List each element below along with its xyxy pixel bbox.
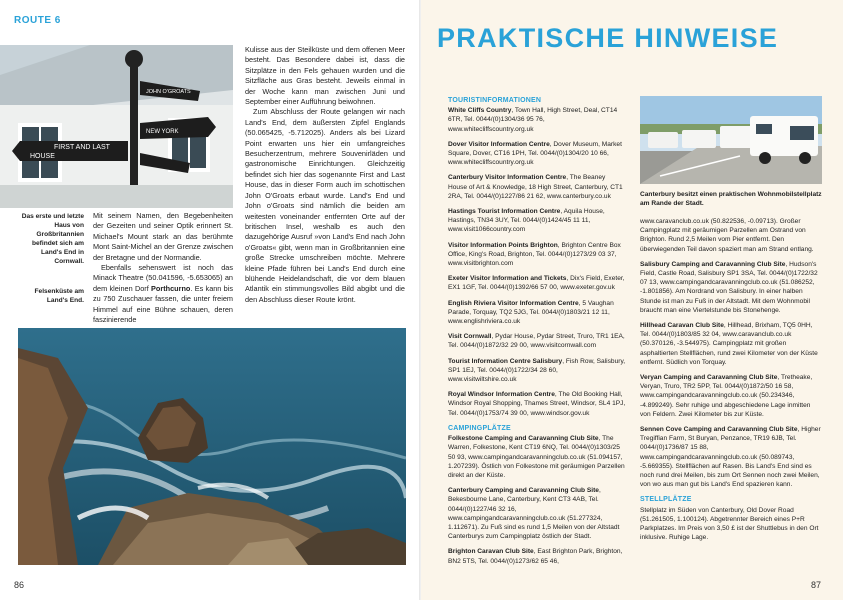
coastline-photo [18,328,406,565]
campsite-list-continued [640,217,822,489]
caption-signpost: Das erste und letzte Haus von Großbritannien befindet sich am Land's End in Cornwall. [21,213,84,265]
campsite-entry [640,373,822,419]
touristinfo-entry-name: Visitor Information Points Brighton [448,241,558,249]
campsite-entry [640,425,822,489]
touristinfo-entry-name: Visit Cornwall [448,333,492,341]
campsite-entry-name: Veryan Camping and Caravanning Club Site [640,374,778,382]
touristinfo-entry-text: , 5 Vaughan Parade, Torquay, TQ2 5JG, Tel. 0044/(0)1803/21 12 11, www.englishriviera.co.uk [448,299,614,326]
touristinfo-entry [448,173,626,201]
right-page [421,0,843,600]
text-column-1 [93,211,233,325]
column-2-paragraph-1: Kulisse aus der Steilküste und dem offenen Meer besteht. Das Besondere dabei ist, dass die Sitzplätze in den Fels gehauen wurden und die Sitzfläche aus Gras besteht. Jeweils einmal in der Woche kann man zwischen Juni und September einer Aufführung beiwohnen. [245,45,405,107]
touristinfo-entry [448,207,626,235]
touristinfo-entry-text: , The Old Booking Hall, Windsor Royal Shopping, Thames Street, Windsor, SL4 1PJ, Tel. 0044/(0)1753/74 39 00, www.windsor.gov.uk [448,391,626,417]
touristinfo-entry-text: , Dix's Field, Exeter, EX1 1GF, Tel. 0044/(0)1392/66 57 00, www.exeter.gov.uk [448,275,625,292]
touristinfo-entry-name: Royal Windsor Information Centre [448,391,555,399]
coastline-photo-drawing [18,328,406,565]
camper-photo-drawing [640,96,822,184]
section-heading-camping: CAMPINGPLÄTZE [448,424,511,432]
page-number-right: 87 [810,580,821,590]
sign-john-ogroats: JOHN O'GROATS [146,89,191,95]
touristinfo-entry [448,299,626,327]
touristinfo-entry-name: White Cliffs Country [448,107,512,115]
campsite-entry-text: , Higher Tregiffian Farm, St Buryan, Penzance, TR19 6JB, Tel. 0044/(0)1736/87 15 88, www.campingandcaravanningclub.co.uk (50.089743, -5.669355). Stellflächen auf Rasen. Bis Land's End sind es noch rund drei Meilen, bis zum Ort Sennen noch zwei Meilen, von wo aus man gut bis Land's End spazieren kann. [640,426,821,489]
touristinfo-entry [448,274,626,292]
touristinfo-entry [448,106,626,134]
touristinfo-entry-text: , Town Hall, High Street, Deal, CT14 6TR, Tel. 0044/(0)1304/36 95 76, www.whitecliffscountry.org.uk [448,107,618,133]
column-2-paragraph-2: Zum Abschluss der Route gelangen wir nach Land's End, dem äußersten Zipfel Englands (50.065425, -5.712025). Anders als bei Lizard Point erwarten uns hier ein umfangreiches Besucherzentrum, mehrere Souvenirläden und gastronomische Einrichtungen. Gleichzeitig befindet sich hier das sogenannte First and Last House, das in dieser Form auch im schottischen John O'Groats erbaut wurde. Land's End und John o'Groats sind nämlich die beiden am weitesten voneinander entfernten Orte auf der britischen Insel, weshalb es auch den dazugehörige Ausruf »von Land's End nach John o'Groats« gibt, wenn man in Großbritannien eine große Strecke umschreiben möchte. Mehrere kleine Pfade führen bei Land's End durch eine blühende Heidelandschaft, die vor dem blauen Atlantik ein stimmungsvolles Bild abgibt und die den Abschluss dieser Route krönt. [245,107,405,304]
campsite-entry-text: , Bekesbourne Lane, Canterbury, Kent CT3 4AB, Tel. 0044/(0)1227/46 32 16, www.campingandcaravanningclub.co.uk (51.277324, 1.112671). Zu Fuß sind es rund 1,5 Meilen von der Altstadt Canterburys zum Campingplatz östlich der Stadt. [448,487,620,541]
text-column-2 [245,45,405,305]
touristinfo-entry-text: , The Beaney House of Art & Knowledge, 18 High Street, Canterbury, CT1 2RA, Tel. 0044/(0)1227/86 21 62, www.canterbury.co.uk [448,174,623,200]
entries-column-2 [640,217,822,549]
sign-new-york: NEW YORK [146,129,179,135]
touristinfo-entry-name: Canterbury Visitor Information Centre [448,174,567,182]
campsite-entry-name: Brighton Caravan Club Site [448,548,534,556]
campsite-entry [640,321,822,367]
campsite-entry [448,434,626,480]
touristinfo-list [448,106,626,418]
campsite-entry-text: , The Warren, Folkestone, Kent CT19 6NQ, Tel. 0044/(0)1303/25 50 93, www.campingandcaravanningclub.co.uk (51.094157, 1.207239). Östlich von Folkestone mit geräumigen Parzellen direkt an der Küste. [448,435,625,479]
page-number-left: 86 [14,580,25,590]
campsite-entry-text: , Hudson's Field, Castle Road, Salisbury SP1 3SA, Tel. 0044/(0)1722/32 07 13, www.campingandcaravanningclub.co.uk (51.086252, -1.801856). Am Nordrand von Salisbury. In einer halben Stunde ist man zu Fuß in der Altstadt. Mit dem Wohnmobil braucht man eine Viertelstunde bis Stonehenge. [640,260,818,314]
left-page [0,0,421,600]
touristinfo-entry-name: Hastings Tourist Information Centre [448,208,561,216]
entries-column-1 [448,96,626,572]
campsite-entry [640,260,822,315]
signpost-photo [0,45,233,208]
touristinfo-entry-name: English Riviera Visitor Information Centre [448,299,579,307]
campsite-entry [448,547,626,565]
route-label: ROUTE 6 [14,15,61,26]
section-heading-touristinfo: TOURISTINFORMATIONEN [448,97,542,104]
column-1-paragraph-2: Ebenfalls sehenswert ist noch das Minack Theatre (50.041596, -5.653065) an dem kleinen Dorf Porthcurno. Es kann bis zu 750 Zuschauer fassen, die unter freiem Himmel auf eine Bühne schauen, deren faszinierende [93,263,234,325]
campsite-entry [640,217,822,254]
touristinfo-entry-name: Tourist Information Centre Salisbury [448,357,563,365]
touristinfo-entry-name: Dover Visitor Information Centre [448,140,550,148]
column-1-paragraph-1: Mit seinem Namen, den Begebenheiten der Gezeiten und seiner Optik erinnert St. Michael's Mount stark an das berühmte Mont Saint-Michel an der Grenze zwischen der Bretagne und der Normandie. [93,211,233,262]
touristinfo-entry [448,140,626,168]
touristinfo-entry [448,241,626,269]
campsite-entry-name: Sennen Cove Camping and Caravanning Club Site [640,426,798,434]
section-heading-stellplaetze: STELLPLÄTZE [640,496,692,504]
touristinfo-entry-text: , Brighton Centre Box Office, King's Road, Brighton, Tel. 0044/(0)1273/29 03 37, www.visitbrighton.com [448,241,621,268]
campsite-entry-name: Hillhead Caravan Club Site [640,322,724,330]
place-name-bold: Porthcurno [151,283,191,293]
touristinfo-entry-text: , Aquila House, Hastings, TN34 3UY, Tel. 0044/(0)1424/45 11 11, www.visit1066country.com [448,208,605,234]
camping-list [448,434,626,566]
touristinfo-entry [448,390,626,418]
touristinfo-entry [448,357,626,385]
stellplatz-entry: Stellplatz im Süden von Canterbury, Old Dover Road (51.261505, 1.100124). Abgetrennter Bereich eines P+R Parkplatzes. Im Preis von 3,50 £ ist der Shuttlebus in den Ort inklusive. Ruhige Lage. [640,506,819,542]
sign-first-and-last: FIRST AND LAST [54,144,110,151]
page-title: PRAKTISCHE HINWEISE [437,23,779,53]
campsite-entry-text: www.caravanclub.co.uk (50.822536, -0.09713). Großer Campingplatz mit geräumigen Parzellen am Ostrand von Brighton. Rund 2,5 Meilen vom Pier entfernt. Den überwiegenden Teil davon spaziert man am Strand entlang. [640,218,814,253]
camper-photo [640,96,822,184]
campsite-entry-name: Canterbury Camping and Caravanning Club Site [448,487,599,495]
touristinfo-entry-name: Exeter Visitor Information and Tickets [448,275,567,283]
campsite-entry [448,486,626,541]
signpost-photo-drawing [0,45,233,208]
campsite-entry-name: Salisbury Camping and Caravanning Club Site [640,260,786,268]
touristinfo-entry-text: , Pydar House, Pydar Street, Truro, TR1 1EA, Tel. 0044/(0)1872/32 29 00, www.visitcornwall.com [448,333,625,350]
campsite-entry-text: , East Brighton Park, Brighton, BN2 5TS, Tel. 0044/(0)1273/62 65 46, [448,548,623,565]
campsite-entry-text: , Tretheake, Veryan, Truro, TR2 5PP, Tel. 0044/(0)1872/50 16 58, www.campingandcaravanningclub.co.uk (50.234346, -4.899249). Sehr ruhige und abgeschiedene Lage inmitten von Feldern. Zwei Kilometer bis zur Küste. [640,374,813,418]
sign-house: HOUSE [30,153,55,160]
caption-camper: Canterbury besitzt einen praktischen Wohnmobilstellplatz am Rande der Stadt. [640,191,822,207]
caption-coast: Felsenküste am Land's End. [34,288,84,304]
campsite-entry-name: Folkestone Camping and Caravanning Club Site [448,435,599,443]
touristinfo-entry-text: , Fish Row, Salisbury, SP1 1EJ, Tel. 0044/(0)1722/34 28 60, www.visitwiltshire.co.uk [448,357,626,384]
touristinfo-entry [448,332,626,350]
touristinfo-entry-text: , Dover Museum, Market Square, Dover, CT16 1PH, Tel. 0044/(0)1304/20 10 66, www.whitecliffscountry.org.uk [448,140,622,167]
campsite-entry-text: , Hillhead, Brixham, TQ5 0HH, Tel. 0044/(0)1803/85 32 04, www.caravanclub.co.uk (50.370126, -3.544975). Campingplatz mit großen asphaltierten Stellflächen, rund zwei Kilometer von der Küste entfernt. Südlich von Torquay. [640,322,818,366]
